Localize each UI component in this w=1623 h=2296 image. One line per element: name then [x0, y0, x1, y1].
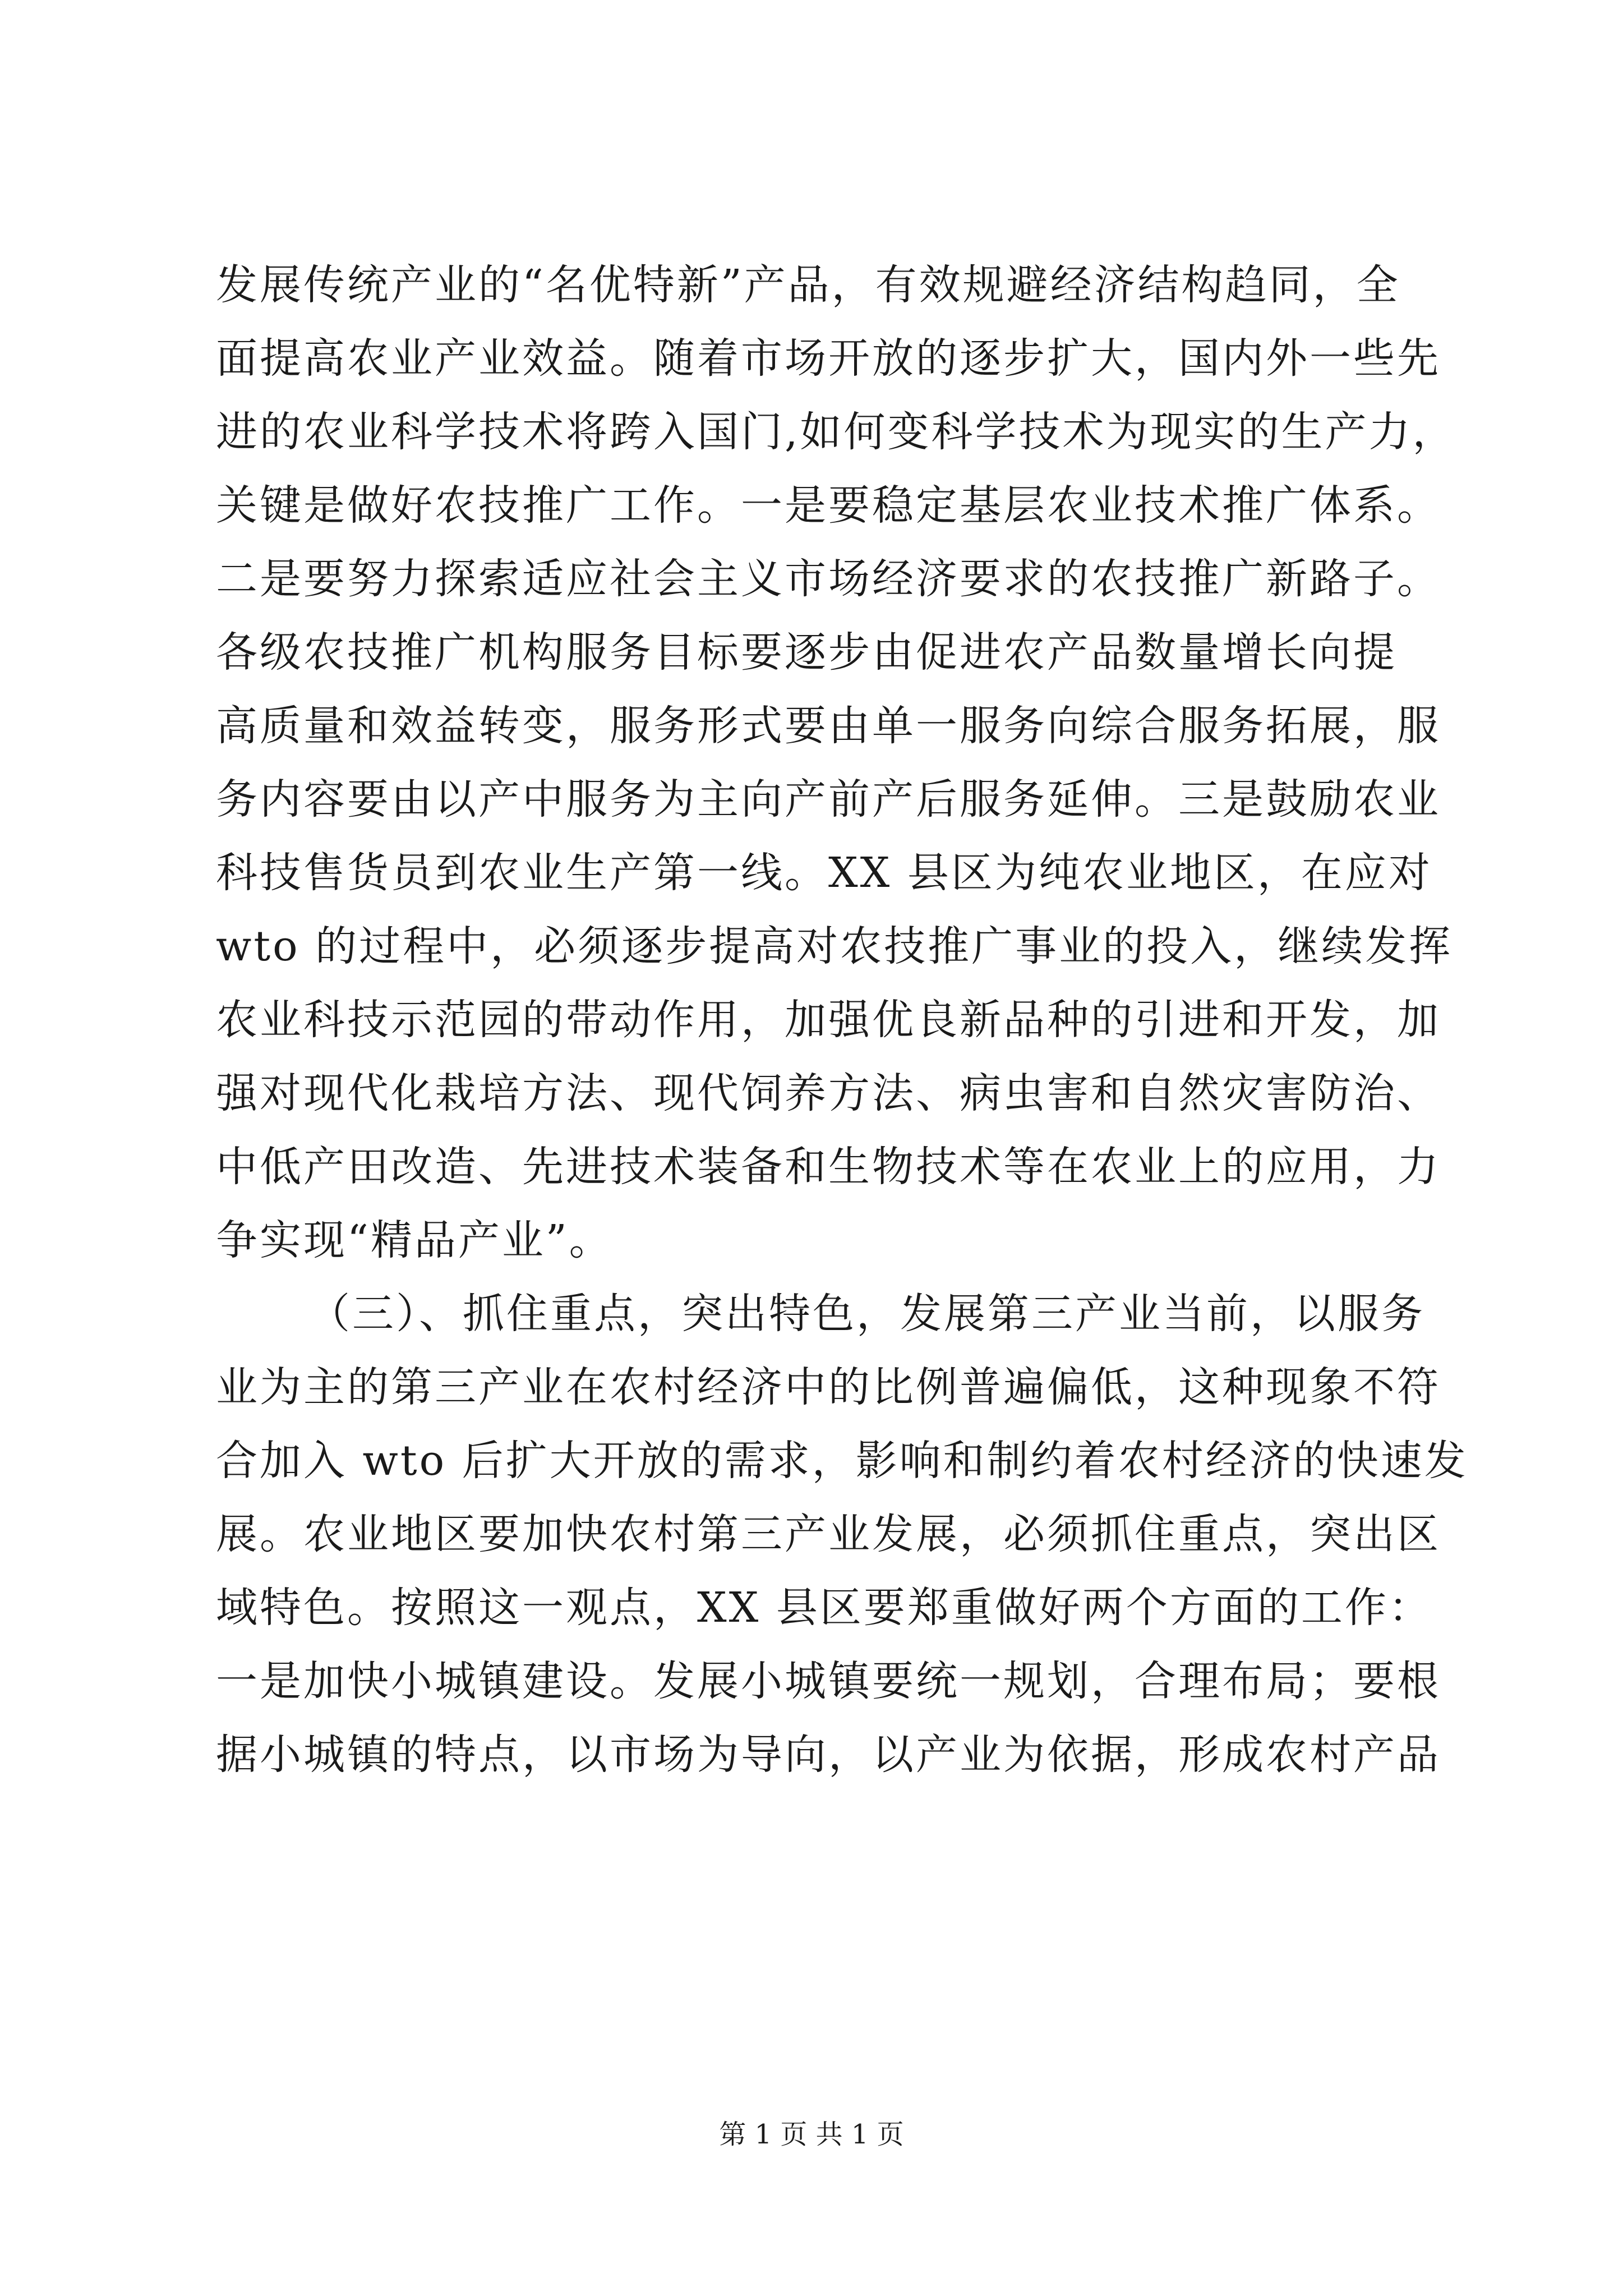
text-line: 高质量和效益转变，服务形式要由单一服务向综合服务拓展，服 — [216, 702, 1441, 750]
text-line: 争实现“精品产业”。 — [216, 1216, 613, 1264]
text-line: 发展传统产业的“名优特新”产品，有效规避经济结构趋同，全 — [216, 261, 1400, 309]
text-line: 一是加快小城镇建设。发展小城镇要统一规划，合理布局；要根 — [216, 1657, 1441, 1705]
paragraph-heading-line: （三）、抓住重点，突出特色，发展第三产业当前，以服务 — [308, 1290, 1425, 1338]
text-line: 中低产田改造、先进技术装备和生物技术等在农业上的应用，力 — [216, 1143, 1441, 1191]
text-line: 二是要努力探索适应社会主义市场经济要求的农技推广新路子。 — [216, 555, 1441, 603]
text-line: 合加入 wto 后扩大开放的需求，影响和制约着农村经济的快速发 — [216, 1437, 1468, 1485]
text-line: 面提高农业产业效益。随着市场开放的逐步扩大，国内外一些先 — [216, 334, 1441, 383]
text-line: 据小城镇的特点，以市场为导向，以产业为依据，形成农村产品 — [216, 1731, 1441, 1779]
text-line: 务内容要由以产中服务为主向产前产后服务延伸。三是鼓励农业 — [216, 775, 1441, 823]
text-line: 科技售货员到农业生产第一线。XX 县区为纯农业地区，在应对 — [216, 849, 1432, 897]
text-line: 农业科技示范园的带动作用，加强优良新品种的引进和开发，加 — [216, 996, 1441, 1044]
text-line: 域特色。按照这一观点，XX 县区要郑重做好两个方面的工作： — [216, 1584, 1432, 1632]
text-line: wto 的过程中，必须逐步提高对农技推广事业的投入，继续发挥 — [216, 922, 1453, 970]
text-line: 强对现代化栽培方法、现代饲养方法、病虫害和自然灾害防治、 — [216, 1069, 1441, 1117]
text-line: 关键是做好农技推广工作。一是要稳定基层农业技术推广体系。 — [216, 481, 1441, 530]
text-line: 展。农业地区要加快农村第三产业发展，必须抓住重点，突出区 — [216, 1510, 1441, 1558]
text-line: 进的农业科学技术将跨入国门,如何变科学技术为现实的生产力， — [216, 408, 1456, 456]
page-number-footer: 第 1 页 共 1 页 — [719, 2119, 904, 2150]
text-line: 各级农技推广机构服务目标要逐步由促进农产品数量增长向提 — [216, 628, 1397, 677]
text-line: 业为主的第三产业在农村经济中的比例普遍偏低，这种现象不符 — [216, 1363, 1441, 1411]
